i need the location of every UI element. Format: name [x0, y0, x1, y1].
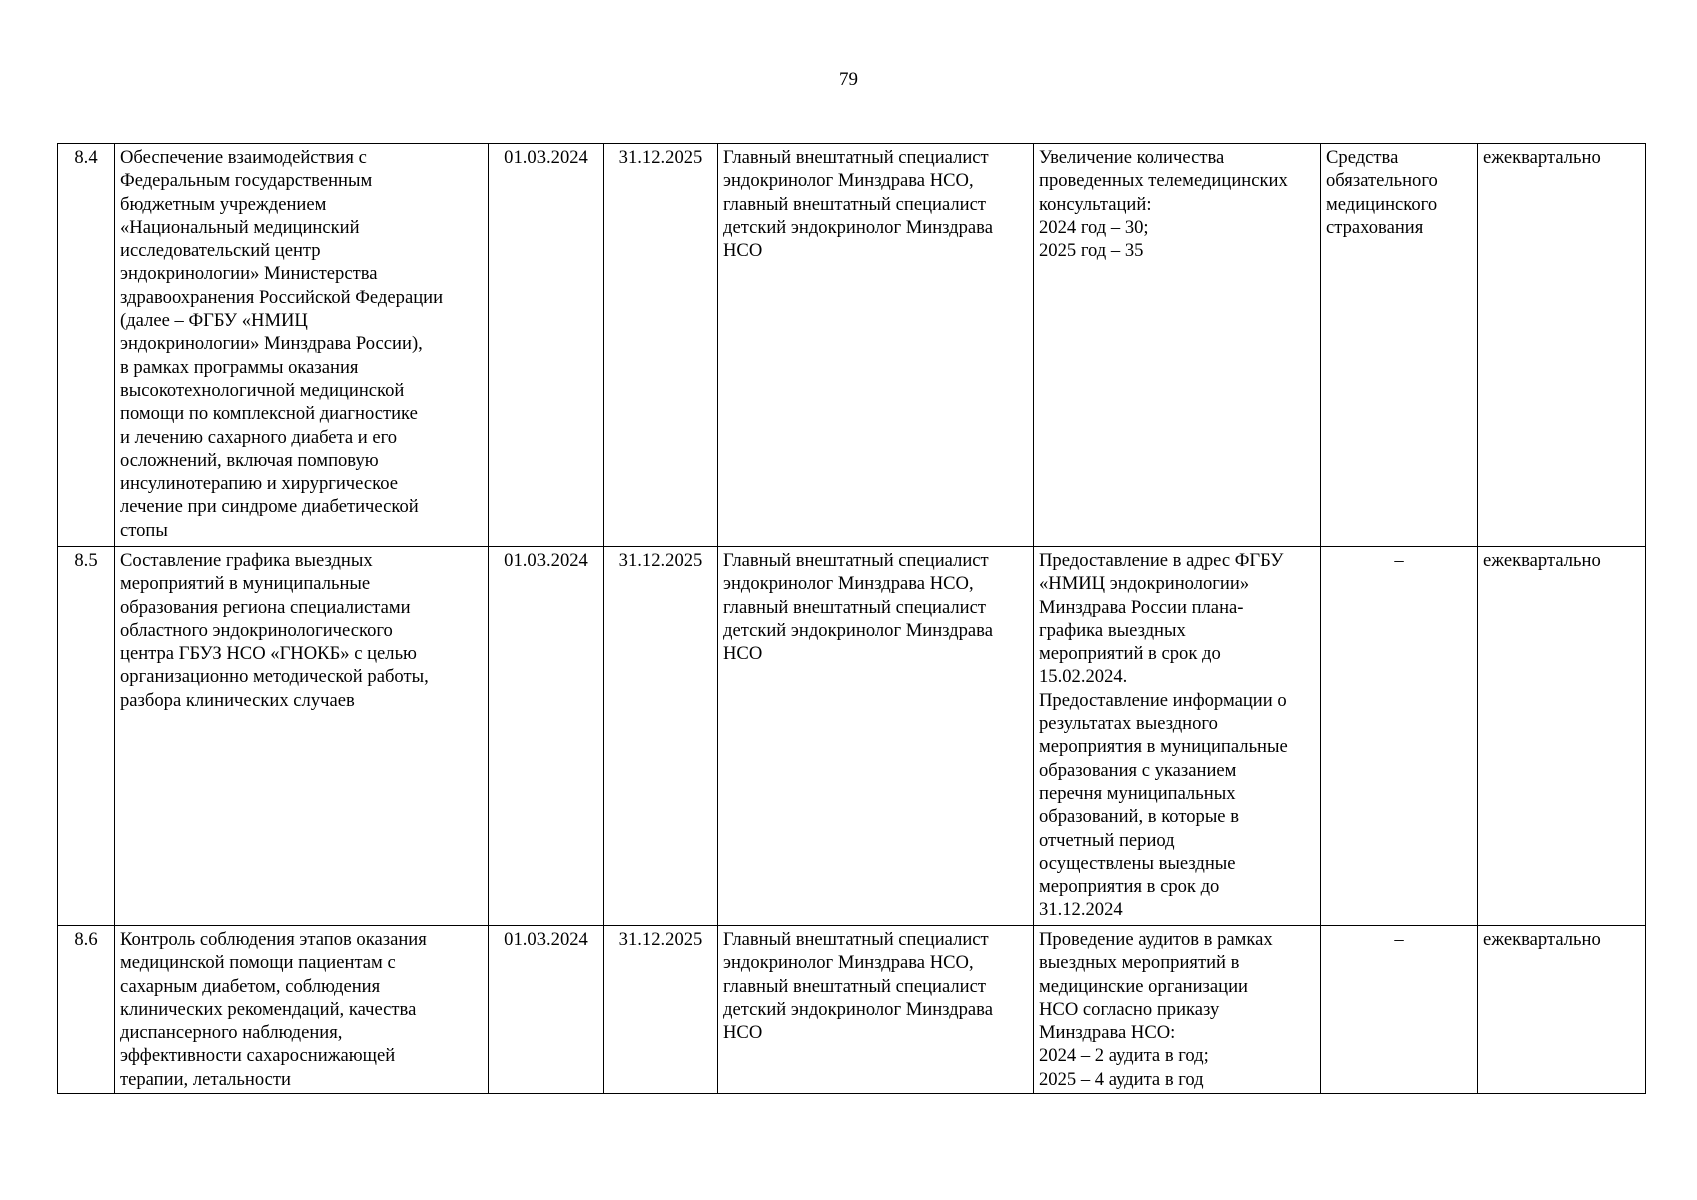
- page-number: 79: [839, 69, 858, 90]
- reporting-frequency: ежеквартально: [1478, 547, 1646, 926]
- start-date: 01.03.2024: [489, 144, 604, 547]
- table-row: [58, 926, 1646, 1094]
- expected-result: Проведение аудитов в рамках выездных мероприятий в медицинские организации НСО согласно приказу Минздрава НСО: 2024 – 2 аудита в год; 2025 – 4 аудита в год: [1034, 926, 1321, 1094]
- activity-description: Обеспечение взаимодействия с Федеральным государственным бюджетным учреждением «Национальный медицинский исследовательский центр эндокринологии» Министерства здравоохранения Российской Федерации (далее – ФГБУ «НМИЦ эндокринологии» Минздрава России), в рамках программы оказания высокотехнологичной медицинской помощи по комплексной диагностике и лечению сахарного диабета и его осложнений, включая помповую инсулинотерапию и хирургическое лечение при синдроме диабетической стопы: [115, 144, 489, 547]
- activity-description: Контроль соблюдения этапов оказания медицинской помощи пациентам с сахарным диабетом, соблюдения клинических рекомендаций, качества диспансерного наблюдения, эффективности сахароснижающей терапии, летальности: [115, 926, 489, 1094]
- funding-source: –: [1321, 926, 1478, 1094]
- reporting-frequency: ежеквартально: [1478, 144, 1646, 547]
- responsible-person: Главный внештатный специалист эндокринолог Минздрава НСО, главный внештатный специалист детский эндокринолог Минздрава НСО: [718, 547, 1034, 926]
- item-number: 8.4: [58, 144, 115, 547]
- expected-result: Увеличение количества проведенных телемедицинских консультаций: 2024 год – 30; 2025 год – 35: [1034, 144, 1321, 547]
- activity-description: Составление графика выездных мероприятий в муниципальные образования региона специалистами областного эндокринологического центра ГБУЗ НСО «ГНОКБ» с целью организационно методической работы, разбора клинических случаев: [115, 547, 489, 926]
- end-date: 31.12.2025: [604, 547, 718, 926]
- start-date: 01.03.2024: [489, 926, 604, 1094]
- responsible-person: Главный внештатный специалист эндокринолог Минздрава НСО, главный внештатный специалист детский эндокринолог Минздрава НСО: [718, 144, 1034, 547]
- responsible-person: Главный внештатный специалист эндокринолог Минздрава НСО, главный внештатный специалист детский эндокринолог Минздрава НСО: [718, 926, 1034, 1094]
- item-number: 8.5: [58, 547, 115, 926]
- start-date: 01.03.2024: [489, 547, 604, 926]
- item-number: 8.6: [58, 926, 115, 1094]
- end-date: 31.12.2025: [604, 926, 718, 1094]
- expected-result: Предоставление в адрес ФГБУ «НМИЦ эндокринологии» Минздрава России плана- графика выездных мероприятий в срок до 15.02.2024. Предоставление информации о результатах выездного мероприятия в муниципальные образования с указанием перечня муниципальных образований, в которые в отчетный период осуществлены выездные мероприятия в срок до 31.12.2024: [1034, 547, 1321, 926]
- table-row: [58, 547, 1646, 926]
- reporting-frequency: ежеквартально: [1478, 926, 1646, 1094]
- funding-source: Средства обязательного медицинского страхования: [1321, 144, 1478, 547]
- activity-plan-table: [57, 143, 1646, 1094]
- funding-source: –: [1321, 547, 1478, 926]
- end-date: 31.12.2025: [604, 144, 718, 547]
- table-row: [58, 144, 1646, 547]
